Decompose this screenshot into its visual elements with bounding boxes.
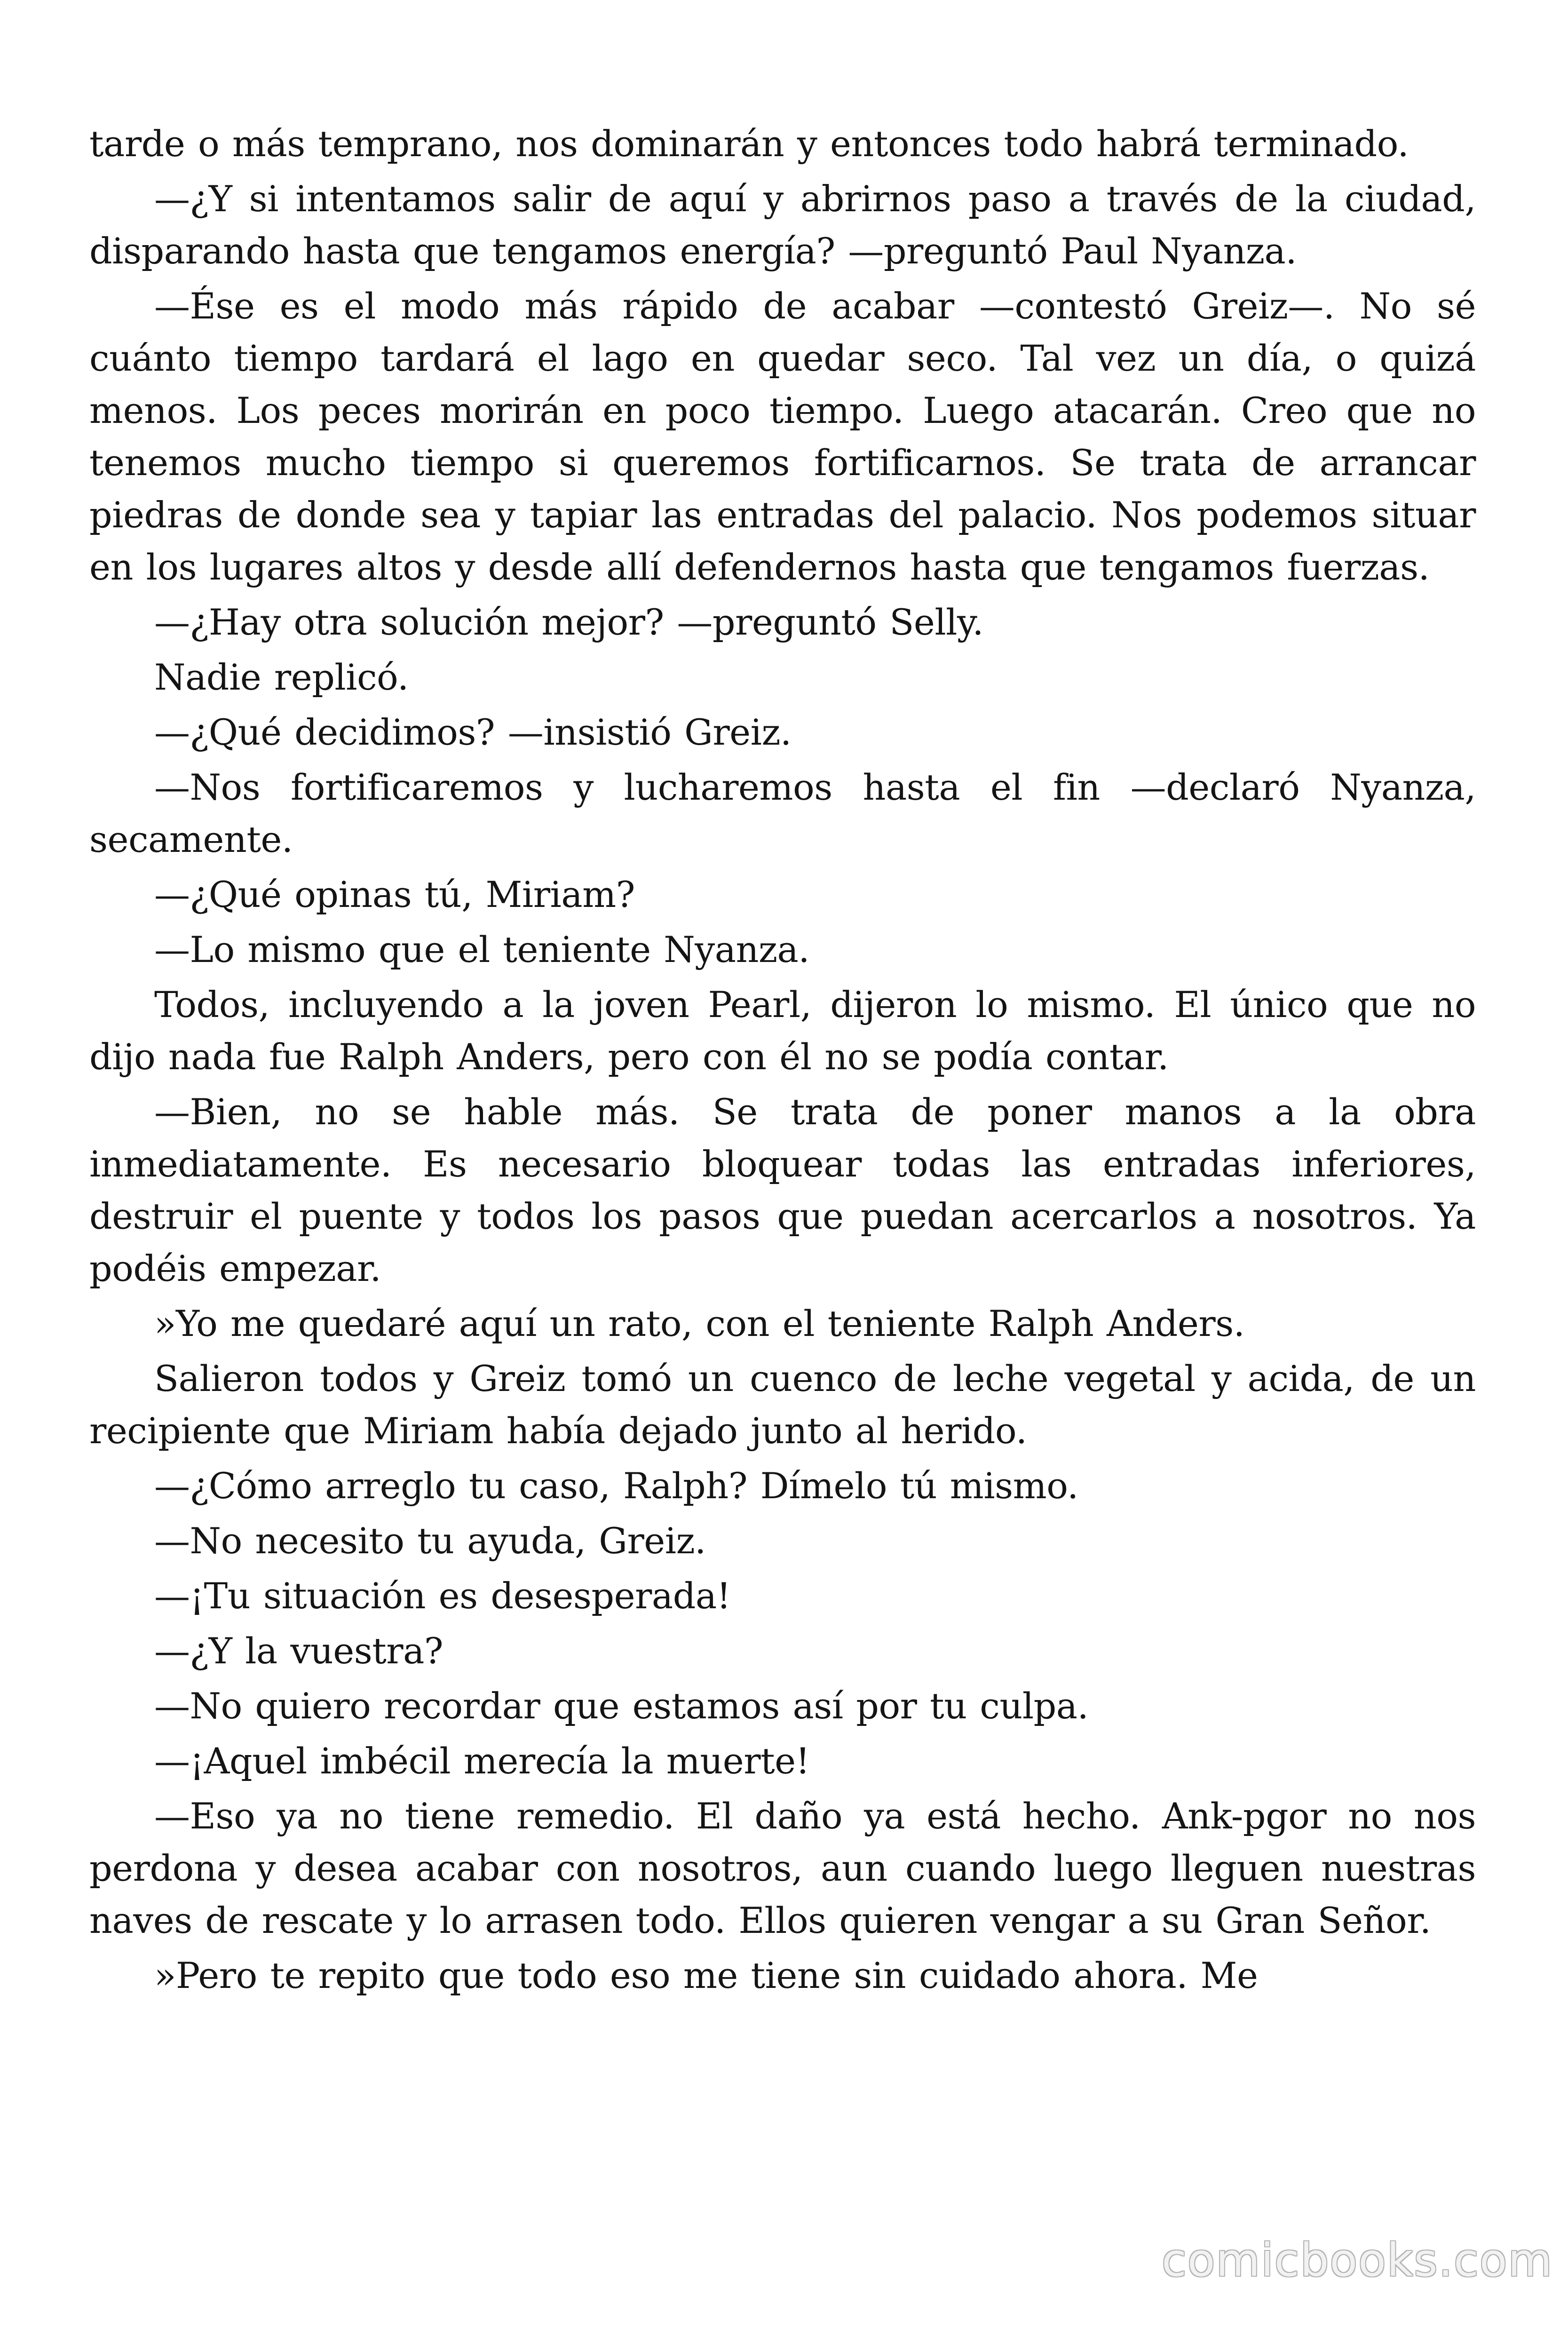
paragraph: —¡Aquel imbécil merecía la muerte! — [154, 1740, 810, 1782]
paragraph: —¿Qué decidimos? —insistió Greiz. — [154, 711, 792, 753]
paragraph: Nadie replicó. — [154, 656, 409, 698]
paragraph: —Eso ya no tiene remedio. El daño ya está hecho. Ank-pgor no nos perdona y desea acabar con nosotros, aun cuando luego lleguen nuestras naves de rescate y lo arrasen todo. Ellos quieren vengar a su Gran Señor. — [89, 1795, 1476, 1941]
paragraph: —¿Cómo arreglo tu caso, Ralph? Dímelo tú mismo. — [154, 1465, 1078, 1507]
paragraph: tarde o más temprano, nos dominarán y entonces todo habrá terminado. — [89, 123, 1409, 165]
paragraph: —Nos fortificaremos y lucharemos hasta el fin —declaró Nyanza, secamente. — [89, 766, 1476, 860]
paragraph: —¿Y la vuestra? — [154, 1630, 443, 1672]
paragraph: —No necesito tu ayuda, Greiz. — [154, 1520, 706, 1562]
paragraph: —Lo mismo que el teniente Nyanza. — [154, 929, 809, 970]
paragraph: —No quiero recordar que estamos así por tu culpa. — [154, 1685, 1089, 1727]
book-page — [89, 118, 1476, 2004]
paragraph: —Ése es el modo más rápido de acabar —contestó Greiz—. No sé cuánto tiempo tardará el lago en quedar seco. Tal vez un día, o quizá menos. Los peces morirán en poco tiempo. Luego atacarán. Creo que no tenemos mucho tiempo si queremos fortificarnos. Se trata de arrancar piedras de donde sea y tapiar las entradas del palacio. Nos podemos situar en los lugares altos y desde allí defendernos hasta que tengamos fuerzas. — [89, 285, 1476, 588]
paragraph: —¡Tu situación es desesperada! — [154, 1575, 731, 1617]
paragraph: —¿Y si intentamos salir de aquí y abrirnos paso a través de la ciudad, disparando hasta que tengamos energía? —preguntó Paul Nyanza. — [89, 178, 1476, 272]
paragraph: —¿Hay otra solución mejor? —preguntó Selly. — [154, 601, 983, 643]
paragraph: Todos, incluyendo a la joven Pearl, dijeron lo mismo. El único que no dijo nada fue Ralph Anders, pero con él no se podía contar. — [89, 984, 1476, 1078]
paragraph: »Yo me quedaré aquí un rato, con el teniente Ralph Anders. — [154, 1303, 1245, 1344]
paragraph: Salieron todos y Greiz tomó un cuenco de leche vegetal y acida, de un recipiente que Miriam había dejado junto al herido. — [89, 1358, 1476, 1452]
paragraph: —¿Qué opinas tú, Miriam? — [154, 874, 635, 915]
paragraph: »Pero te repito que todo eso me tiene sin cuidado ahora. Me — [154, 1955, 1258, 1996]
watermark: comicbooks.com — [1162, 2234, 1553, 2287]
paragraph: —Bien, no se hable más. Se trata de poner manos a la obra inmediatamente. Es necesario bloquear todas las entradas inferiores, destruir el puente y todos los pasos que puedan acercarlos a nosotros. Ya podéis empezar. — [89, 1091, 1476, 1289]
